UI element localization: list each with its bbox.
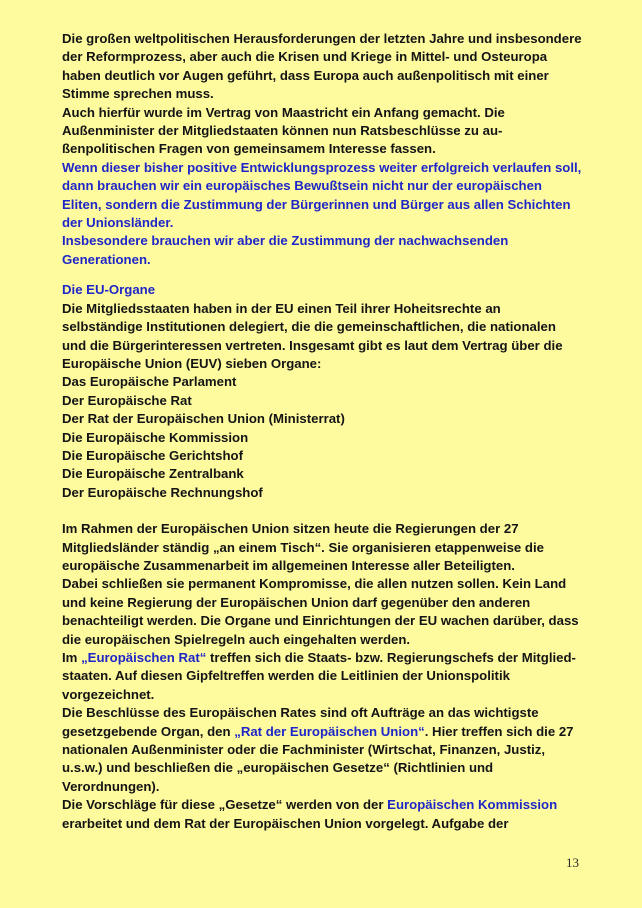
highlighted-paragraph: [62, 159, 608, 269]
text-line: u.s.w.) und beschließen die „europäischen Gesetze“ (Richtlinien und: [62, 760, 494, 776]
intro-paragraph: [62, 30, 608, 159]
text-line: ßenpolitischen Fragen von gemeinsamem Interesse fassen.: [62, 141, 436, 157]
list-item: Die Europäische Kommission: [62, 429, 249, 445]
text-fragment: gesetzgebende Organ, den: [62, 723, 235, 739]
text-line: selbständige Institutionen delegiert, die die gemeinschaftlichen, die nationalen: [62, 319, 556, 335]
highlight-european-council: „Europäischen Rat“: [81, 650, 207, 665]
text-line: die europäischen Spielregeln auch eingehalten werden.: [62, 631, 411, 647]
text-line: nationalen Außenminister oder die Fachminister (Wirtschat, Finanzen, Justiz,: [62, 742, 546, 758]
page-content: [62, 30, 608, 833]
highlight-european-commission: Europäischen Kommission: [387, 797, 558, 813]
text-line: [62, 649, 608, 667]
text-fragment: treffen sich die Staats- bzw. Regierungschefs der Mitglied-: [206, 650, 576, 665]
text-line: Die Beschlüsse des Europäischen Rates sind oft Aufträge an das wichtigste: [62, 705, 539, 721]
text-line: vorgezeichnet.: [62, 686, 155, 702]
text-line: europäische Zusammenarbeit im allgemeinen Interesse aller Beteiligten.: [62, 557, 515, 573]
text-line: Auch hierfür wurde im Vertrag von Maastricht ein Anfang gemacht. Die: [62, 104, 505, 120]
text-line: der Unionsländer.: [62, 215, 174, 231]
text-line: dann brauchen wir ein europäisches Bewußtsein nicht nur der europäischen: [62, 178, 542, 194]
text-line: Verordnungen).: [62, 778, 160, 794]
list-item: Der Europäische Rat: [62, 392, 192, 408]
text-line: Stimme sprechen muss.: [62, 86, 214, 102]
list-item: Der Rat der Europäischen Union (Ministerrat): [62, 411, 345, 427]
list-item: Die Europäische Zentralbank: [62, 466, 244, 482]
text-line: haben deutlich vor Augen geführt, dass Europa auch außenpolitisch mit einer: [62, 67, 549, 83]
text-line: Generationen.: [62, 251, 151, 267]
text-line: Dabei schließen sie permanent Kompromisse, die allen nutzen sollen. Kein Land: [62, 576, 567, 592]
text-line: Mitgliedsländer ständig „an einem Tisch“. Sie organisieren etappenweise die: [62, 539, 544, 555]
organs-list: [62, 373, 608, 502]
text-line: der Reformprozess, aber auch die Krisen und Kriege in Mittel- und Osteuropa: [62, 49, 548, 65]
text-fragment: . Hier treffen sich die 27: [424, 723, 574, 739]
text-fragment: Die Vorschläge für diese „Gesetze“ werden von der: [62, 797, 388, 813]
text-line: erarbeitet und dem Rat der Europäischen Union vorgelegt. Aufgabe der: [62, 815, 509, 831]
text-line: Die großen weltpolitischen Herausforderungen der letzten Jahre und insbesondere: [62, 31, 582, 46]
text-fragment: Im: [62, 650, 82, 665]
section-heading: Die EU-Organe: [62, 282, 156, 298]
text-line: und die Bürgerinteressen vertreten. Insgesamt gibt es laut dem Vertrag über die: [62, 337, 563, 353]
text-line: benachteiligt werden. Die Organe und Einrichtungen der EU wachen darüber, dass: [62, 613, 579, 629]
text-line: Die Mitgliedsstaaten haben in der EU einen Teil ihrer Hoheitsrechte an: [62, 300, 501, 316]
text-line: [62, 723, 608, 741]
body-paragraph: [62, 520, 608, 833]
text-line: und keine Regierung der Europäischen Union darf gegenüber den anderen: [62, 594, 531, 610]
text-line: staaten. Auf diesen Gipfeltreffen werden die Leitlinien der Unionspolitik: [62, 668, 510, 684]
text-line: Europäische Union (EUV) sieben Organe:: [62, 355, 322, 371]
text-line: Im Rahmen der Europäischen Union sitzen heute die Regierungen der 27: [62, 521, 519, 537]
text-line: Wenn dieser bisher positive Entwicklungsprozess weiter erfolgreich verlaufen soll,: [62, 159, 582, 175]
list-item: Das Europäische Parlament: [62, 374, 237, 390]
text-line: [62, 796, 608, 814]
page-number: 13: [566, 855, 579, 870]
text-line: Eliten, sondern die Zustimmung der Bürgerinnen und Bürger aus allen Schichten: [62, 196, 571, 212]
organs-intro-paragraph: [62, 300, 608, 374]
list-item: Der Europäische Rechnungshof: [62, 484, 263, 500]
text-line: Insbesondere brauchen wir aber die Zustimmung der nachwachsenden: [62, 233, 509, 249]
list-item: Die Europäische Gerichtshof: [62, 447, 244, 463]
text-line: Außenminister der Mitgliedstaaten können nun Ratsbeschlüsse zu au-: [62, 123, 503, 139]
highlight-council-of-eu: „Rat der Europäischen Union“: [234, 723, 425, 739]
